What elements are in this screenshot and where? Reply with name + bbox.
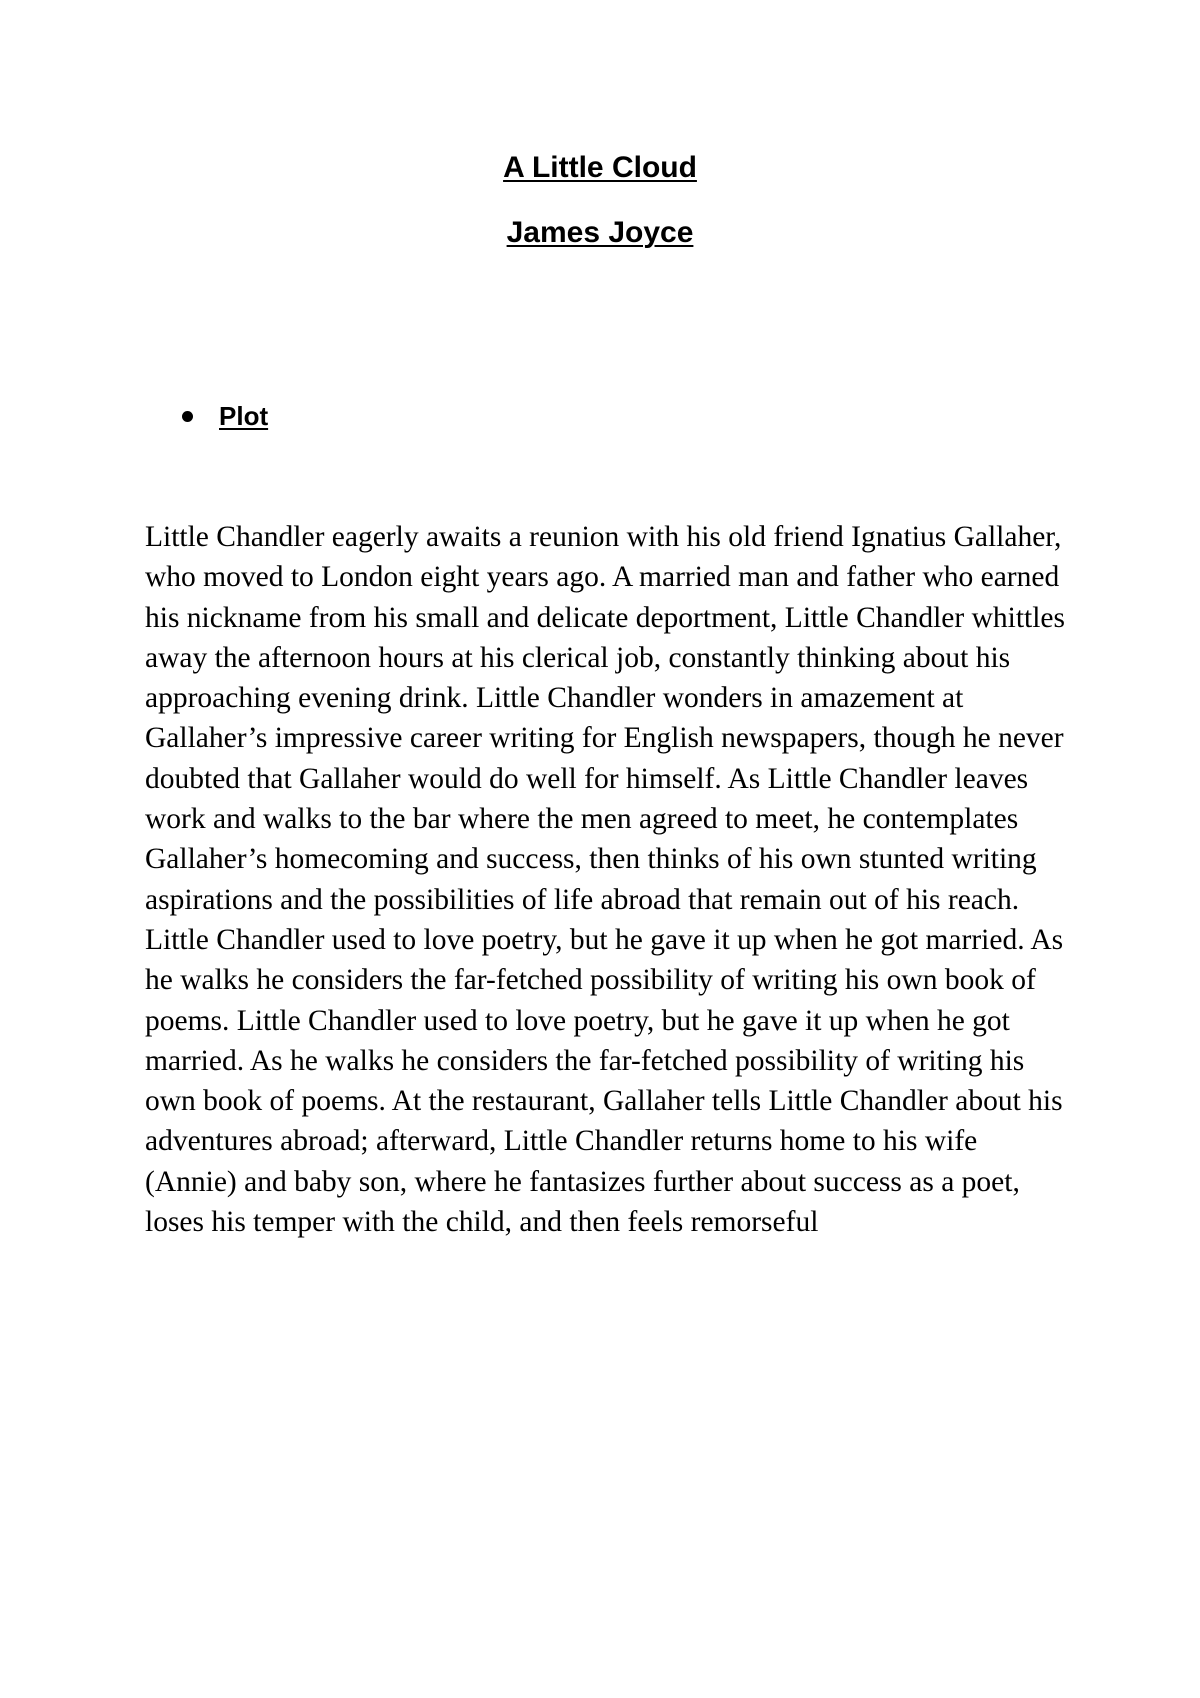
section-bullet-item [182,403,268,429]
document-title: A Little Cloud [503,151,697,184]
document-author: James Joyce [506,216,694,249]
bullet-icon [182,411,193,422]
plot-paragraph: Little Chandler eagerly awaits a reunion with his old friend Ignatius Gallaher, who moved to London eight years ago. A married man and father who earned his nickname from his small and delicate deportment, Little Chandler whittles away the afternoon hours at his clerical job, constantly thinking about his approaching evening drink. Little Chandler wonders in amazement at Gallaher’s impressive career writing for English newspapers, though he never doubted that Gallaher would do well for himself. As Little Chandler leaves work and walks to the bar where the men agreed to meet, he contemplates Gallaher’s homecoming and success, then thinks of his own stunted writing aspirations and the possibilities of life abroad that remain out of his reach. Little Chandler used to love poetry, but he gave it up when he got married. As he walks he considers the far-fetched possibility of writing his own book of poems. Little Chandler used to love poetry, but he gave it up when he got married. As he walks he considers the far-fetched possibility of writing his own book of poems. At the restaurant, Gallaher tells Little Chandler about his adventures abroad; afterward, Little Chandler returns home to his wife (Annie) and baby son, where he fantasizes further about success as a poet, loses his temper with the child, and then feels remorseful [145,521,1066,1239]
section-heading-plot: Plot [219,401,269,431]
